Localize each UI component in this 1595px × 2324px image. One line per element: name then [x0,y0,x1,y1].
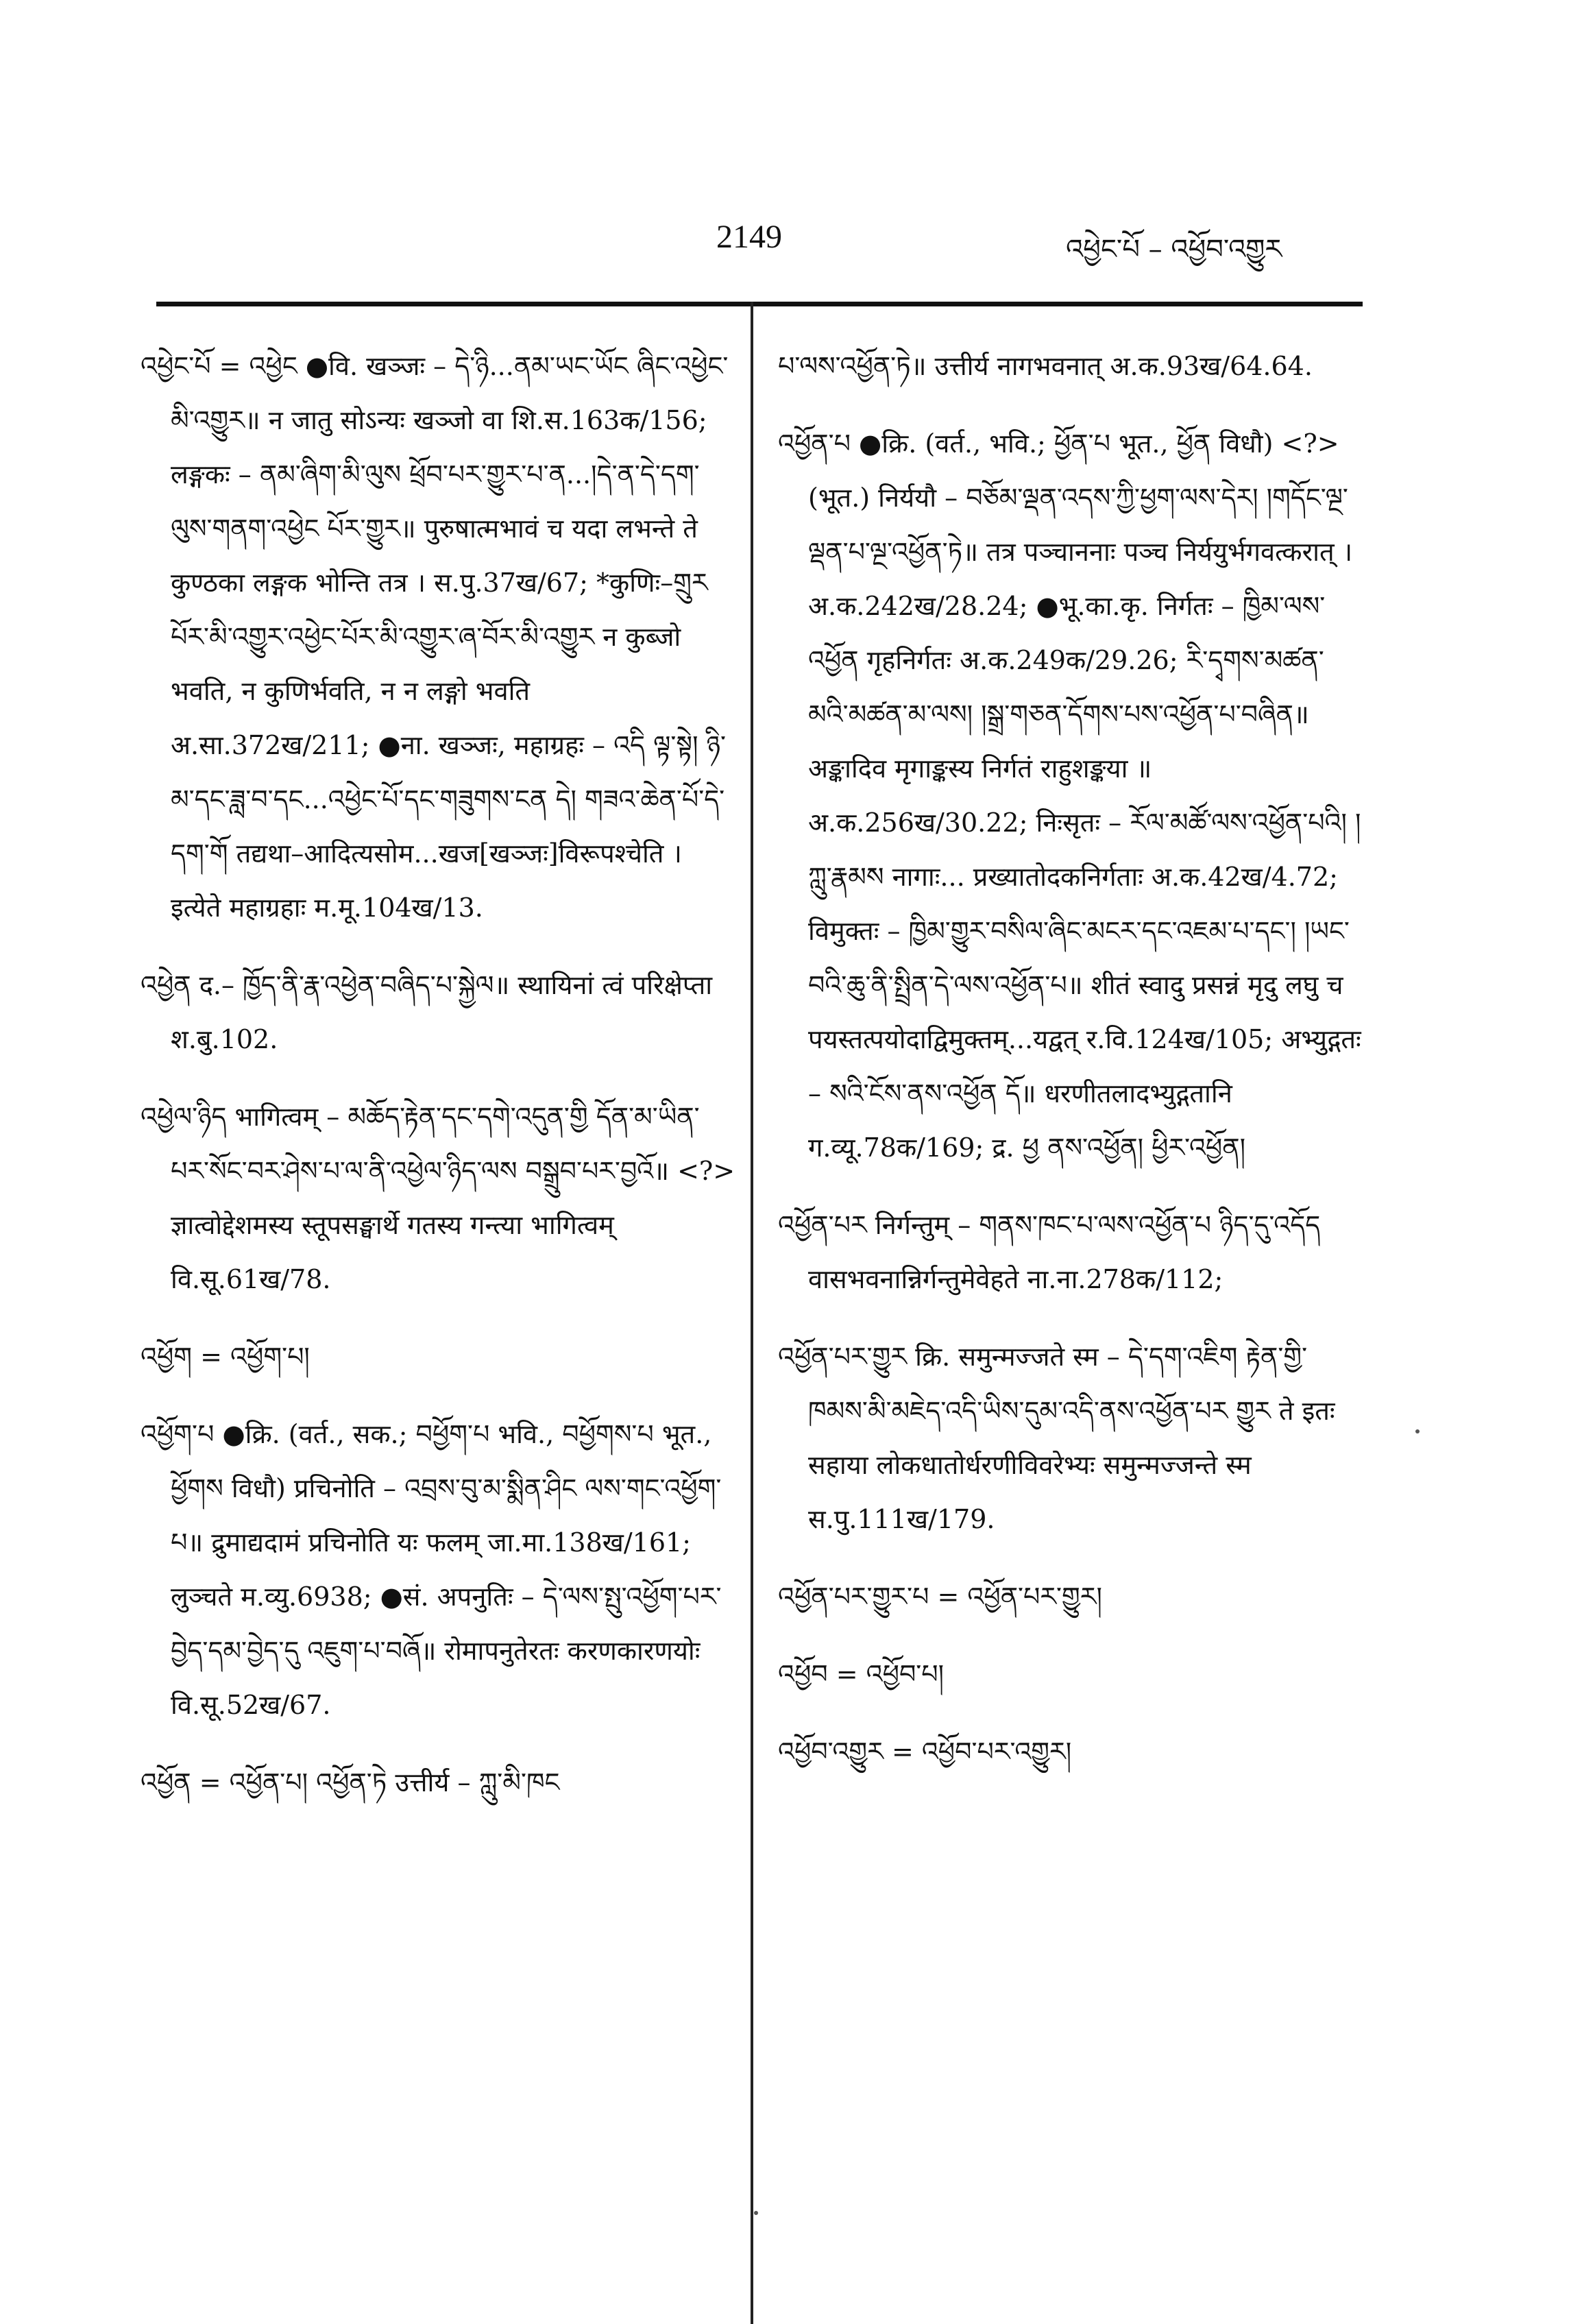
dictionary-entry: འཕྱོན་པར་གྱུར་པ = འཕྱོན་པར་གྱུར། [778,1582,1102,1612]
scan-speck [1415,1429,1420,1433]
header-rule [156,302,1363,306]
scan-speck [754,2211,758,2215]
dictionary-entry: པ་ལས་འཕྱོན་ཏེ॥ उत्तीर्य नागभवनात् अ.क.93ख/64.64. [778,351,1313,381]
dictionary-entry: འཕྱེང་པོ = འཕྱེང ●वि. खञ्जः – དེ་ཉི...ནམ་ཡང་ཡོང ཞིང་འཕྱེང་མི་འགྱུར॥ न जातु सोऽन्यः खञ्जो वा शि.स.163क/156; लङ्गकः – ནམ་ཞིག་མི་ལུས ཕྲོབ་པར་གྱུར་པ་ན...།དེ་ན་དེ་དག་ལུས་གནག་འཕྱེང པོར་གྱུར॥ पुरुषात्मभावं च यदा लभन्ते ते कुण्ठका लङ्गक भोन्ति तत्र । स.पु.37ख/67; *कुणिः–གྲུར པོར་མི་འགྱུར་འཕྱེང་པོར་མི་འགྱུར་ཞ་བོར་མི་འགྱུར न कुब्जो भवति, न कुणिर्भवति, न न लङ्गो भवति अ.सा.372ख/211; ●ना. खञ्जः, महाग्रहः – འདི ལྟ་སྟེ། ཉི་མ་དང་ཟླ་བ་དང...འཕྱེང་པོ་དང་གཟུགས་ངན དེ། གཟའ་ཆེན་པོ་དེ་དག་གོ तद्यथा–आदित्यसोम...खज[खञ्जः]विरूपश्चेति । इत्येते महाग्रहाः म.मू.104ख/13. [141,351,729,923]
dictionary-entry: འཕྱོན་པ ●क्रि. (वर्त., भवि.; ཕྱོན་པ भूत., ཕྱོན विधौ) <?> (भूत.) निर्ययौ – བཅོམ་ལྡན་འདས་ཀྱི་ཕྱག་ལས་དེར། །གདོང་ལྔ་ལྡན་པ་ལྔ་འཕྱོན་ཏེ॥ तत्र पञ्चाननाः पञ्च निर्ययुर्भगवत्करात् । अ.क.242ख/28.24; ●भू.का.कृ. निर्गतः – ཁྱིམ་ལས་འཕྱོན गृहनिर्गतः अ.क.249क/29.26; རི་དྭགས་མཚན་མའི་མཚན་མ་ལས། །སྒྲ་གཅན་དོགས་པས་འཕྱོན་པ་བཞིན॥ अङ्कादिव मृगाङ्कस्य निर्गतं राहुशङ्कया ॥ अ.क.256ख/30.22; निःसृतः – རོལ་མཚོ་ལས་འཕྱོན་པའི། །ཀླུ་རྣམས नागाः... प्रख्यातोदकनिर्गताः अ.क.42ख/4.72; विमुक्तः – ཁྱིམ་གྱུར་བསིལ་ཞིང་མངར་དང་འཇམ་པ་དང་། །ཡང་བའི་ཆུ་ནི་སྤྲིན་དེ་ལས་འཕྱོན་པ॥ शीतं स्वादु प्रसन्नं मृदु लघु च पयस्तत्पयोदाद्विमुक्तम्...यद्वत् र.वि.124ख/105; अभ्युद्गतः – སའི་ངོས་ནས་འཕྱོན དོ॥ धरणीतलादभ्युद्गतानि ग.व्यू.78क/169; द्र. ཕྱ ནས་འཕྱོན། ཕྱིར་འཕྱོན། [778,428,1369,1163]
dictionary-entry: འཕྱེལ་ཉིད भागित्वम् – མཆོད་རྟེན་དང་དགེ་འདུན་གྱི དོན་མ་ཡིན་པར་སོང་བར་ཤེས་པ་ལ་ནི་འཕྱེལ་ཉིད་ལས བསྒྲུབ་པར་བྱའོ॥ <?> ज्ञात्वोद्देशमस्य स्तूपसङ्घार्थे गतस्य गन्त्या भागित्वम् वि.सू.61ख/78. [141,1102,744,1294]
dictionary-entry: འཕྱོབ = འཕྱོབ་པ། [778,1659,945,1689]
dictionary-entry: འཕྱེན द.– ཁྱོད་ནི་རྣ་འཕྱེན་བཞིད་པ་སྐྱེལ॥ स्थायिनां त्वं परिक्षेप्ता श.बु.102. [141,970,721,1054]
column-divider [751,302,753,2324]
right-column [778,339,1369,1802]
dictionary-entry: འཕྱོག = འཕྱོག་པ། [141,1342,310,1372]
page-number: 2149 [716,219,782,255]
dictionary-entry: འཕྱོན་པར་གྱུར क्रि. समुन्मज्जते स्म – དེ་དག་འཇིག རྟེན་གྱི་ཁམས་མི་མཇེད་འདི་ཡིས་དུམ་འདི་ནས་འཕྱོན་པར གྱུར ते इतः सहाया लोकधातोर्धरणीविवरेभ्यः समुन्मज्जन्ते स्म स.पु.111ख/179. [778,1342,1343,1534]
dictionary-entry: འཕྱོན་པར निर्गन्तुम् – གནས་ཁང་པ་ལས་འཕྱོན་པ ཉིད་དུ་འདོད वासभवनान्निर्गन्तुमेवेहते ना.ना.278क/112; [778,1210,1329,1294]
dictionary-entry: འཕྱོབ་འགྱུར = འཕྱོབ་པར་འགྱུར། [778,1736,1072,1767]
running-head: འཕྱེང་པོ – འཕྱོབ་འགྱུར [1066,234,1282,265]
left-column [141,339,744,1833]
dictionary-entry: འཕྱོག་པ ●क्रि. (वर्त., सक.; བཕྱོག་པ भवि., བཕྱོགས་པ भूत., ཕྱོགས विधौ) प्रचिनोति – འབྲས་བུ་མ་སྨིན་ཤིང ལས་གང་འཕྱོག་པ॥ द्रुमाद्यदामं प्रचिनोति यः फलम् जा.मा.138ख/161; लुञ्चते म.व्यु.6938; ●सं. अपनुतिः – དེ་ལས་སྤུ་འཕྱོག་པར་བྱེད་དམ་བྱེད་དུ འཇུག་པ་བཞོ॥ रोमापनुतेरतः करणकारणयोः वि.सू.52ख/67. [141,1419,722,1720]
dictionary-entry: འཕྱོན = འཕྱོན་པ། འཕྱོན་ཏེ उत्तीर्य – ཀླུ་མི་ཁང [141,1767,560,1798]
